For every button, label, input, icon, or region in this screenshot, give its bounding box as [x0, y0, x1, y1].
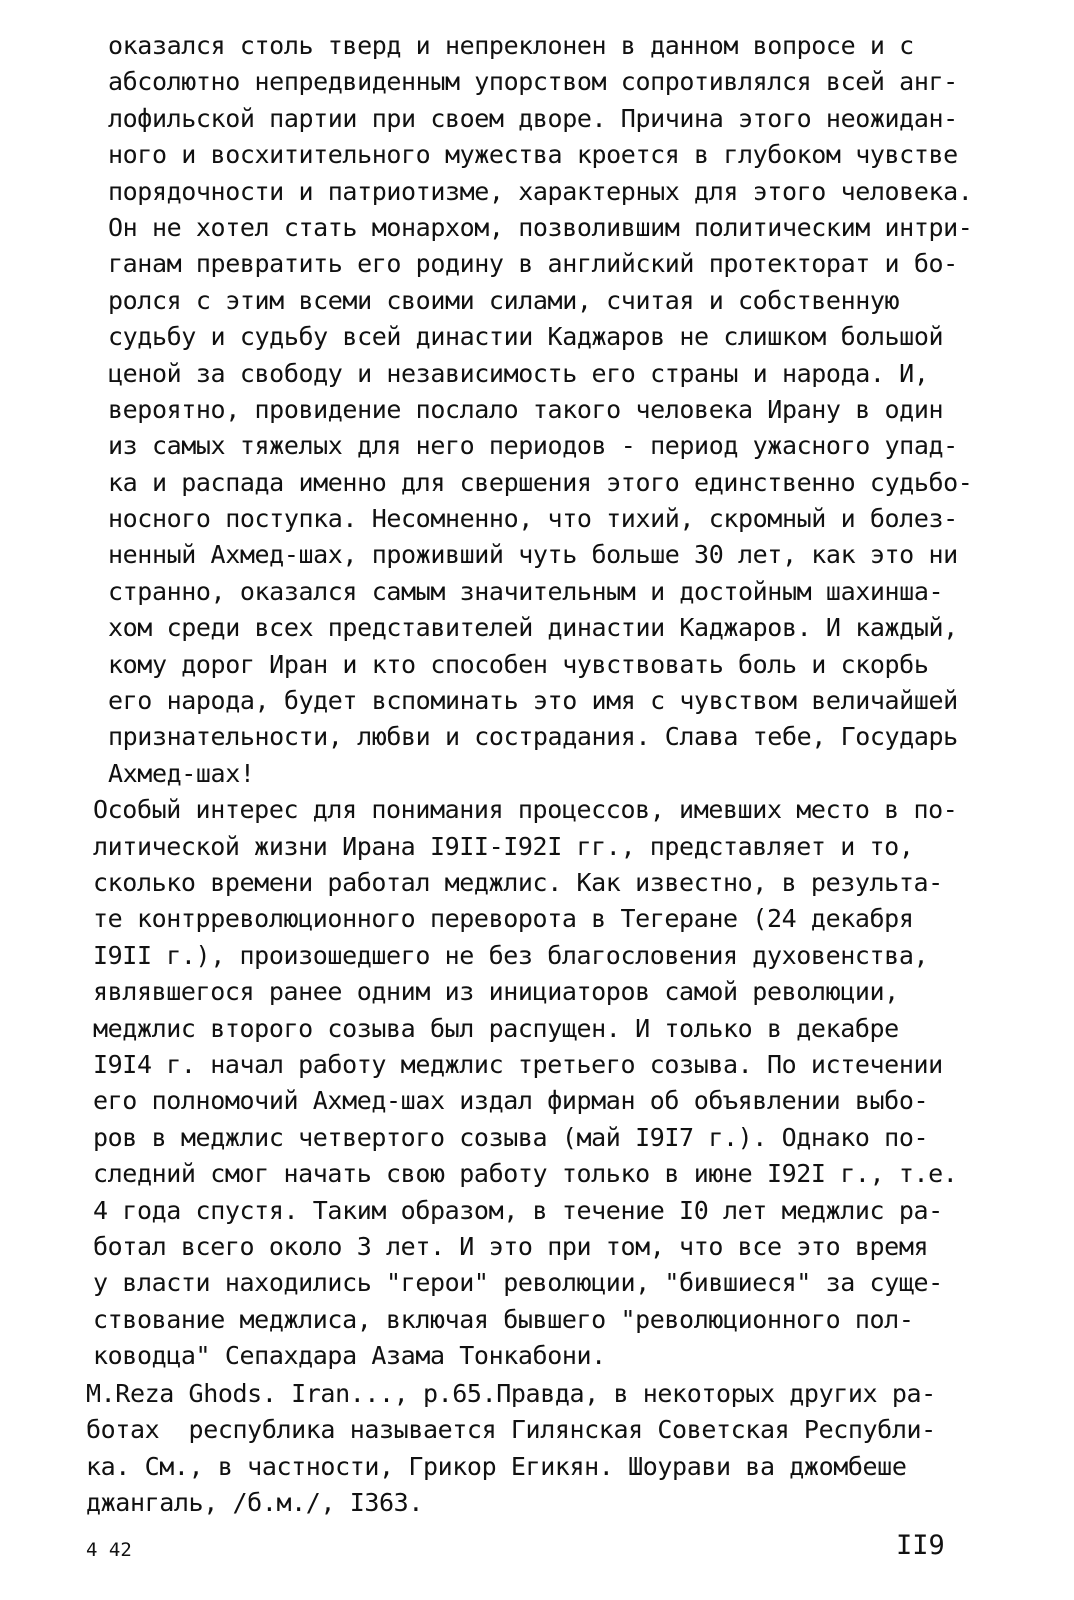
footnote-line: джангаль, /б.м./, I363.: [86, 1488, 423, 1518]
text-line: оказался столь тверд и непреклонен в данном вопросе и с: [108, 31, 914, 60]
paragraph-continuation: [108, 28, 988, 792]
text-line: кому дорог Иран и кто способен чувствовать боль и скорбь: [108, 649, 929, 679]
text-line: его полномочий Ахмед-шах издал фирман об объявлении выбо-: [93, 1086, 929, 1116]
text-line: ролся с этим всеми своими силами, считая и собственную: [108, 285, 900, 315]
text-line: странно, оказался самым значительным и достойным шахинша-: [108, 576, 944, 606]
text-line: признательности, любви и сострадания. Слава тебе, Государь: [108, 722, 958, 752]
text-line: ного и восхитительного мужества кроется в глубоком чувстве: [108, 140, 958, 170]
text-line: ководца" Сепахдара Азама Тонкабони.: [93, 1341, 606, 1371]
text-line: литической жизни Ирана I9II-I92I гг., представляет и то,: [93, 831, 914, 861]
text-line: являвшегося ранее одним из инициаторов самой революции,: [93, 977, 899, 1007]
text-line: носного поступка. Несомненно, что тихий, скромный и болез-: [108, 504, 958, 534]
text-line: ров в меджлис четвертого созыва (май I9I7 г.). Однако по-: [93, 1122, 929, 1152]
text-line: порядочности и патриотизме, характерных для этого человека.: [108, 176, 973, 206]
text-line: ценой за свободу и независимость его страны и народа. И,: [108, 358, 929, 388]
text-line: ганам превратить его родину в английский протекторат и бо-: [108, 249, 958, 279]
page-number: II9: [896, 1530, 945, 1561]
text-line: те контрреволюционного переворота в Тегеране (24 декабря: [93, 904, 914, 934]
text-line: ка и распада именно для свершения этого единственно судьбо-: [108, 467, 973, 497]
text-line: следний смог начать свою работу только в июне I92I г., т.е.: [93, 1159, 958, 1189]
text-line: Он не хотел стать монархом, позволившим политическим интри-: [108, 212, 973, 242]
text-line: у власти находились "герои" революции, "бившиеся" за суще-: [93, 1268, 943, 1298]
text-line: его народа, будет вспоминать это имя с чувством величайшей: [108, 686, 958, 716]
text-line: I9I4 г. начал работу меджлис третьего созыва. По истечении: [93, 1049, 943, 1079]
text-line: ботал всего около 3 лет. И это при том, что все это время: [93, 1231, 929, 1261]
footnote-line: ка. См., в частности, Грикор Егикян. Шоурави ва джомбеше: [86, 1451, 907, 1481]
text-line: 4 года спустя. Таким образом, в течение I0 лет меджлис ра-: [93, 1195, 943, 1225]
text-line: сколько времени работал меджлис. Как известно, в результа-: [93, 867, 943, 897]
text-line: I9II г.), произошедшего не без благословения духовенства,: [93, 940, 929, 970]
main-text: [93, 28, 988, 1374]
paragraph-majlis: [93, 792, 988, 1374]
text-line: из самых тяжелых для него периодов - период ужасного упад-: [108, 431, 958, 461]
print-code: 4 42: [86, 1539, 132, 1561]
text-line: лофильской партии при своем дворе. Причина этого неожидан-: [108, 103, 958, 133]
text-line: хом среди всех представителей династии Каджаров. И каждый,: [108, 613, 958, 643]
text-line: ствование меджлиса, включая бывшего "революционного пол-: [93, 1304, 914, 1334]
text-line: вероятно, провидение послало такого человека Ирану в один: [108, 394, 944, 424]
text-line: абсолютно непредвиденным упорством сопротивлялся всей анг-: [108, 67, 958, 97]
text-line: Особый интерес для понимания процессов, имевших место в по-: [93, 795, 958, 825]
text-line: ненный Ахмед-шах, проживший чуть больше 30 лет, как это ни: [108, 540, 958, 570]
text-line: судьбу и судьбу всей династии Каджаров не слишком большой: [108, 322, 944, 352]
footnote-line: M.Reza Ghods. Iran..., p.65.Правда, в некоторых других ра-: [86, 1379, 936, 1408]
text-line: Ахмед-шах!: [108, 758, 255, 788]
footnote-line: ботах республика называется Гилянская Советская Республи-: [86, 1415, 936, 1445]
footnote: [86, 1376, 966, 1522]
text-line: меджлис второго созыва был распущен. И только в декабре: [93, 1013, 899, 1043]
